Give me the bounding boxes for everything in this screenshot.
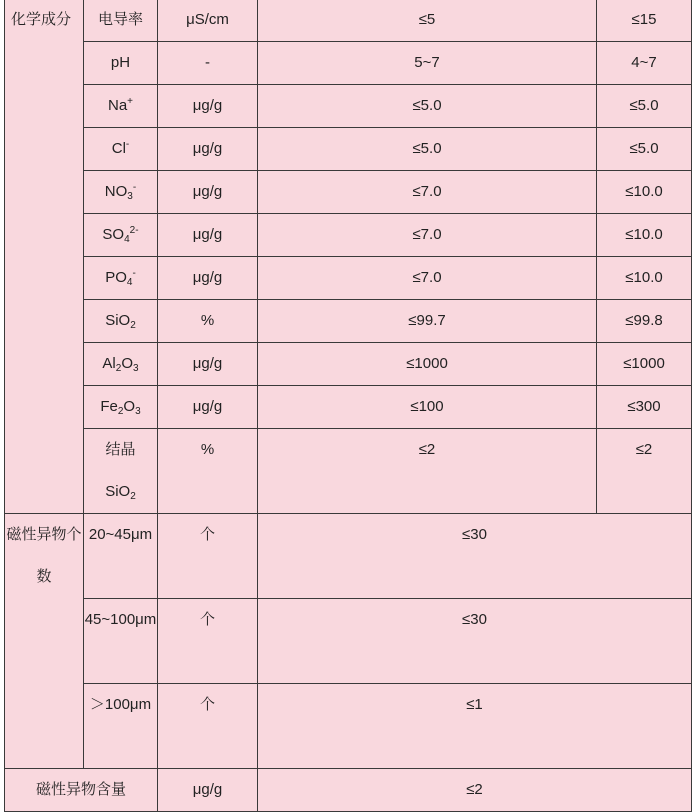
table-row — [5, 343, 692, 386]
value-a-cell: ≤5.0 — [258, 128, 597, 171]
unit-cell: μg/g — [158, 214, 258, 257]
table-row — [5, 257, 692, 300]
unit-cell: 个 — [158, 599, 258, 684]
value-b-cell: ≤10.0 — [597, 257, 692, 300]
value-a-cell: ≤7.0 — [258, 171, 597, 214]
table-row — [5, 429, 692, 514]
unit-cell: μg/g — [158, 257, 258, 300]
value-b-cell: ≤15 — [597, 0, 692, 42]
value-cell: ≤30 — [258, 599, 692, 684]
value-b-cell: ≤2 — [597, 429, 692, 514]
unit-cell: μg/g — [158, 386, 258, 429]
item-name: 电导率 — [84, 0, 158, 42]
size-range-cell: 45~100μm — [84, 599, 158, 684]
item-name: $PO_4^-$ — [84, 257, 158, 300]
table-row — [5, 386, 692, 429]
table-row — [5, 128, 692, 171]
item-name: $Fe_2O_3$ — [84, 386, 158, 429]
value-b-cell: ≤99.8 — [597, 300, 692, 343]
unit-cell: % — [158, 429, 258, 514]
unit-cell: % — [158, 300, 258, 343]
unit-cell: μg/g — [158, 128, 258, 171]
value-a-cell: ≤1000 — [258, 343, 597, 386]
item-name: 结晶 SiO$_2$ — [84, 429, 158, 514]
item-name: $Al_2O_3$ — [84, 343, 158, 386]
value-a-cell: ≤5 — [258, 0, 597, 42]
unit-cell: μg/g — [158, 343, 258, 386]
table-row — [5, 300, 692, 343]
value-b-cell: 4~7 — [597, 42, 692, 85]
value-b-cell: ≤10.0 — [597, 214, 692, 257]
table-row — [5, 85, 692, 128]
value-b-cell: ≤10.0 — [597, 171, 692, 214]
magnetic-count-group-label: 磁性异物个数 — [5, 514, 84, 769]
value-cell: ≤2 — [258, 769, 692, 812]
table-row — [5, 0, 692, 42]
value-cell: ≤1 — [258, 684, 692, 769]
unit-cell: μS/cm — [158, 0, 258, 42]
magnetic-content-label: 磁性异物含量 — [5, 769, 158, 812]
value-a-cell: ≤100 — [258, 386, 597, 429]
value-b-cell: ≤1000 — [597, 343, 692, 386]
table-row — [5, 684, 692, 769]
item-name: pH — [84, 42, 158, 85]
table-row — [5, 514, 692, 599]
item-name: $NO_3^-$ — [84, 171, 158, 214]
value-b-cell: ≤5.0 — [597, 85, 692, 128]
chemical-composition-group-label: 化学成分 — [5, 0, 84, 514]
item-name: SiO$_2$ — [84, 300, 158, 343]
item-name: $SO_4^{2-}$ — [84, 214, 158, 257]
value-a-cell: ≤99.7 — [258, 300, 597, 343]
size-range-cell: 20~45μm — [84, 514, 158, 599]
table-row — [5, 769, 692, 812]
value-a-cell: ≤2 — [258, 429, 597, 514]
value-b-cell: ≤300 — [597, 386, 692, 429]
unit-cell: μg/g — [158, 769, 258, 812]
value-a-cell: ≤5.0 — [258, 85, 597, 128]
value-cell: ≤30 — [258, 514, 692, 599]
unit-cell: - — [158, 42, 258, 85]
table-row — [5, 599, 692, 684]
value-b-cell: ≤5.0 — [597, 128, 692, 171]
table-row — [5, 171, 692, 214]
value-a-cell: 5~7 — [258, 42, 597, 85]
table-row — [5, 214, 692, 257]
unit-cell: 个 — [158, 514, 258, 599]
value-a-cell: ≤7.0 — [258, 257, 597, 300]
value-a-cell: ≤7.0 — [258, 214, 597, 257]
unit-cell: μg/g — [158, 171, 258, 214]
unit-cell: 个 — [158, 684, 258, 769]
item-name: Cl- — [84, 128, 158, 171]
table-row — [5, 42, 692, 85]
unit-cell: μg/g — [158, 85, 258, 128]
item-name: Na+ — [84, 85, 158, 128]
size-range-cell: ＞100μm — [84, 684, 158, 769]
specification-table — [4, 0, 692, 812]
